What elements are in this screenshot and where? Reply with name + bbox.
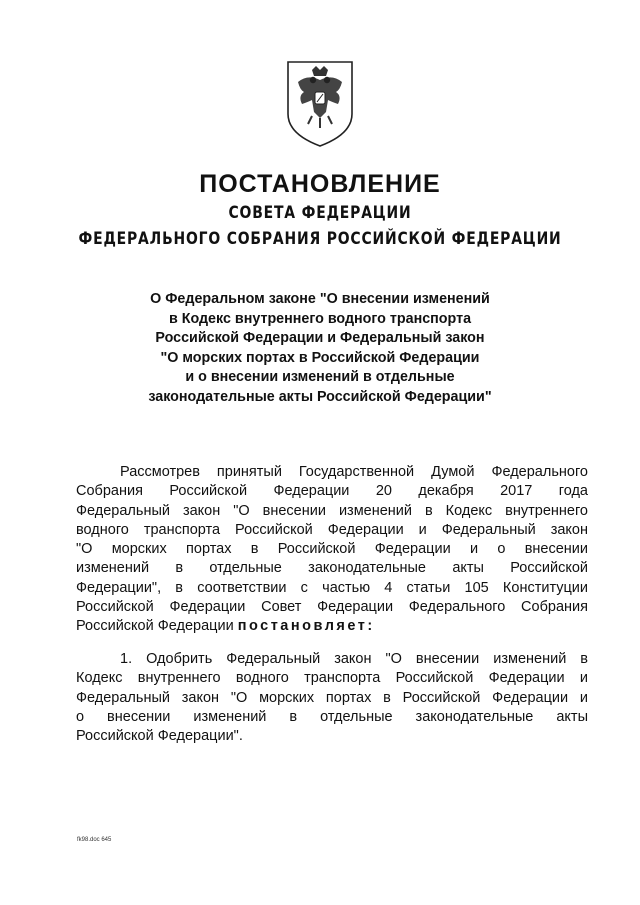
- document-title: ПОСТАНОВЛЕНИЕ: [199, 170, 441, 198]
- paragraph-line: [76, 617, 588, 636]
- document-subject: [96, 290, 544, 408]
- paragraph-line: Российской Федерации".: [76, 728, 243, 745]
- subject-line: в Кодекс внутреннего водного транспорта: [168, 310, 472, 327]
- subject-line: О Федеральном законе "О внесении изменений: [150, 291, 490, 307]
- paragraph-line: водного транспорта Российской Федерации и Федеральный закон: [76, 521, 588, 538]
- document-subtitle-council: СОВЕТА ФЕДЕРАЦИИ: [228, 203, 412, 223]
- resolution-item-1: [76, 650, 588, 746]
- preamble-paragraph: [76, 463, 588, 637]
- paragraph-line: изменений в отдельные законодательные акты Российской: [76, 560, 588, 577]
- document-subtitle-assembly: ФЕДЕРАЛЬНОГО СОБРАНИЯ РОССИЙСКОЙ ФЕДЕРАЦИИ: [78, 229, 562, 249]
- paragraph-line: о внесении изменений в отдельные законодательные акты: [76, 708, 588, 725]
- paragraph-line: Федеральный закон "О морских портах в Российской Федерации и: [76, 689, 588, 706]
- coat-of-arms-icon: [282, 56, 358, 152]
- paragraph-line: Российской Федерации Совет Федерации Федерального Собрания: [76, 599, 588, 616]
- paragraph-line: 1. Одобрить Федеральный закон "О внесении изменений в: [120, 651, 588, 667]
- subject-line: Российской Федерации и Федеральный закон: [155, 330, 485, 347]
- subject-line: законодательные акты Российской Федерации": [148, 388, 492, 405]
- paragraph-line: Федеральный закон "О внесении изменений в Кодекс внутреннего: [76, 502, 588, 519]
- paragraph-line: Кодекс внутреннего водного транспорта Российской Федерации и: [76, 670, 588, 687]
- subject-line: и о внесении изменений в отдельные: [185, 369, 455, 386]
- paragraph-line: Федерации", в соответствии с частью 4 статьи 105 Конституции: [76, 579, 588, 596]
- paragraph-line-text: Российской Федерации: [76, 618, 234, 635]
- paragraph-line: Собрания Российской Федерации 20 декабря 2017 года: [76, 483, 588, 500]
- subject-line: "О морских портах в Российской Федерации: [160, 349, 480, 366]
- paragraph-line: "О морских портах в Российской Федерации и о внесении: [76, 541, 588, 558]
- resolves-word: постановляет:: [237, 618, 375, 635]
- file-reference: fk98.doc 645: [77, 837, 112, 843]
- paragraph-line: Рассмотрев принятый Государственной Думой Федерального: [120, 464, 588, 480]
